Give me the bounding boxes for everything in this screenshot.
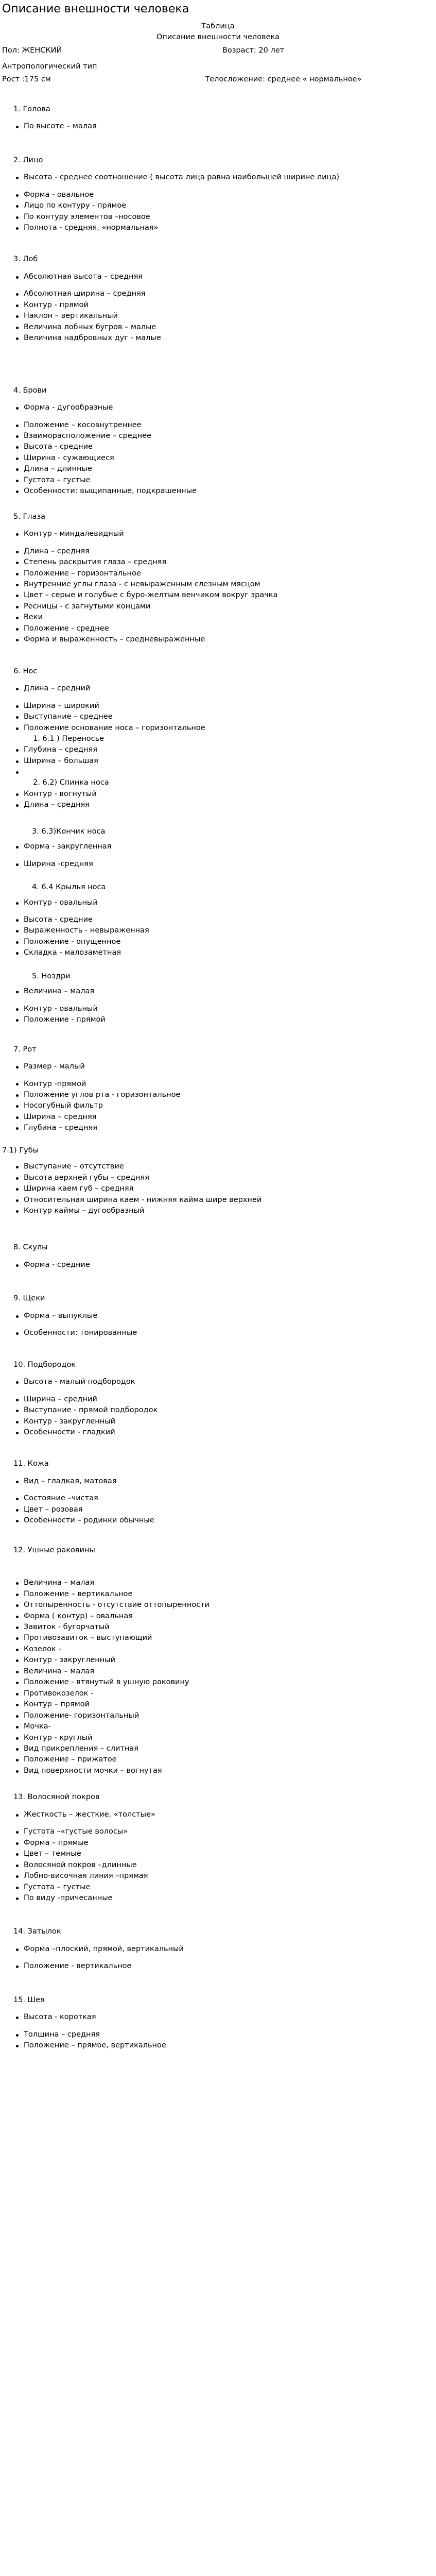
section-title-ears: 12. Ушные раковины	[13, 1546, 95, 1554]
list-item: Положение – горизонтальное	[2, 568, 434, 579]
section-mouth-list-1	[2, 1061, 434, 1072]
subsection-nostrils-title: 5. Ноздри	[32, 972, 71, 980]
list-item: Высота - малый подбородок	[2, 1377, 434, 1387]
list-item: Высота - короткая	[2, 2012, 434, 2023]
section-nostrils-list-1	[2, 986, 434, 997]
list-item: Взаиморасположение – среднее	[2, 431, 434, 442]
list-item: Форма – прямые	[2, 1838, 434, 1849]
list-item: Форма - овальное	[2, 190, 434, 200]
section-title-mouth: 7. Рот	[13, 1045, 37, 1054]
table-caption: Описание внешности человека	[156, 33, 280, 42]
list-item: Ресницы - с загнутыми концами	[2, 601, 434, 612]
list-item: Лицо по контуру - прямое	[2, 200, 434, 211]
list-item: Высота - средние	[2, 914, 434, 925]
list-item: Величина – малая	[2, 986, 434, 997]
list-item: Ширина - сужающиеся	[2, 453, 434, 464]
list-item: Высота - средние	[2, 442, 434, 452]
list-item: Контур - вогнутый	[2, 789, 434, 800]
section-eyes-list-1	[2, 529, 434, 539]
list-item: Противокозелок -	[2, 1688, 434, 1699]
subsection-tip-title: 3. 6.3)Кончик носа	[32, 827, 106, 836]
list-item: Размер - малый	[2, 1061, 434, 1072]
section-chin-list-1	[2, 1377, 434, 1387]
list-item: По контуру элементов –носовое	[2, 212, 434, 223]
list-item: Положение – косовнутреннее	[2, 420, 434, 431]
list-item: По высоте – малая	[2, 121, 434, 132]
list-item: Длина – средний	[2, 683, 434, 694]
list-item: Абсолютная ширина – средняя	[2, 289, 434, 299]
list-item: Положение - прямой	[2, 1014, 434, 1025]
sex-field: Пол: ЖЕНСКИЙ	[2, 46, 62, 55]
list-item: Контур - прямой	[2, 300, 434, 311]
list-item: Ширина – большая	[2, 756, 434, 767]
section-title-nape: 14. Затылок	[13, 1927, 61, 1936]
list-item: Положение – прижатое	[2, 1754, 434, 1765]
list-item: Особенности - гладкий	[2, 1427, 434, 1438]
list-item: Положение углов рта - горизонтальное	[2, 1090, 434, 1100]
section-title-forehead: 3. Лоб	[13, 255, 38, 264]
list-item: Величина лобных бугров – малые	[2, 322, 434, 333]
list-item: Вид прикрепления – слитная	[2, 1743, 434, 1754]
list-item: Положение - среднее	[2, 623, 434, 634]
section-ears-list	[2, 1578, 434, 1776]
list-item: Вид – гладкая, матовая	[2, 1476, 434, 1487]
list-item: Носогубный фильтр	[2, 1100, 434, 1111]
list-item: Оттопыренность - отсутствие оттопыренности	[2, 1600, 434, 1611]
list-item: Высота верхней губы – средняя	[2, 1173, 434, 1183]
section-nape-list-1	[2, 1944, 434, 1955]
section-eyebrows-list-2	[2, 420, 434, 497]
list-item: Контур - овальный	[2, 1004, 434, 1014]
list-item: Цвет – темные	[2, 1849, 434, 1859]
section-nape-list-2	[2, 1961, 434, 1972]
section-title-skin: 11. Кожа	[13, 1460, 49, 1468]
section-eyes-list-2	[2, 546, 434, 646]
list-item: Форма и выраженность – средневыраженные	[2, 634, 434, 645]
list-item: Полнота - средняя, «нормальная»	[2, 223, 434, 233]
section-nose-tip-list-2	[2, 859, 434, 870]
list-item: Величина – малая	[2, 1666, 434, 1677]
section-nose-back-list	[2, 789, 434, 811]
list-item: Наклон – вертикальный	[2, 311, 434, 321]
list-item: Положение - опущенное	[2, 937, 434, 947]
anthropological-type: Антропологический тип	[2, 62, 97, 71]
list-item: Противозавиток – выступающий	[2, 1633, 434, 1643]
list-item: Величина – малая	[2, 1578, 434, 1588]
list-item: Завиток - бугорчатый	[2, 1622, 434, 1633]
list-item: Ширина – средняя	[2, 1112, 434, 1123]
section-lips-list	[2, 1161, 434, 1216]
age-field: Возраст: 20 лет	[222, 46, 285, 55]
empty-list-item	[2, 767, 434, 777]
list-item: Толщина – средняя	[2, 2029, 434, 2040]
list-item: Складка - малозаметная	[2, 947, 434, 958]
list-item: Контур - закругленный	[2, 1416, 434, 1427]
section-hair-list-2	[2, 1826, 434, 1904]
build-field: Телосложение: среднее « нормальное»	[205, 75, 362, 84]
list-item: Абсолютная высота – средняя	[2, 272, 434, 282]
list-item: Положение - втянутый в ушную раковину	[2, 1677, 434, 1688]
list-item: Густота – густые	[2, 475, 434, 486]
list-item: Ширина – широкий	[2, 701, 434, 711]
section-title-chin: 10. Подбородок	[13, 1360, 76, 1369]
list-item: Степень раскрытия глаза – средняя	[2, 557, 434, 568]
section-title-eyes: 5. Глаза	[13, 512, 46, 521]
section-nostrils-list-2	[2, 1004, 434, 1026]
list-item: Положение - вертикальное	[2, 1961, 434, 1972]
list-item: Выступание – отсутствие	[2, 1161, 434, 1172]
list-item: Особенности – родинки обычные	[2, 1515, 434, 1526]
section-face-list-1	[2, 172, 434, 183]
section-title-head: 1. Голова	[13, 105, 50, 113]
list-item: Форма - дугообразные	[2, 402, 434, 413]
section-forehead-list-2	[2, 289, 434, 344]
list-item: Выступание - прямой подбородок	[2, 1405, 434, 1416]
document	[0, 2, 436, 2061]
list-item: Цвет – розовая	[2, 1504, 434, 1515]
list-item: Форма - закругленная	[2, 841, 434, 852]
subsection-lips-title: 7.1) Губы	[2, 1146, 39, 1155]
list-item: Длина – длинные	[2, 464, 434, 474]
section-title-cheekbones: 8. Скулы	[13, 1243, 48, 1252]
list-item: Положение- горизонтальный	[2, 1710, 434, 1721]
subsection-back-title: 2. 6.2) Спинка носа	[33, 778, 109, 787]
list-item: Жесткость – жесткие, «толстые»	[2, 1809, 434, 1820]
section-cheeks-list-2	[2, 1328, 434, 1338]
section-neck-list-2	[2, 2029, 434, 2052]
list-item: Ширина каем губ – средняя	[2, 1183, 434, 1194]
section-title-cheeks: 9. Щеки	[13, 1294, 45, 1303]
list-item: Длина – средняя	[2, 800, 434, 810]
list-item: Контур – прямой	[2, 1699, 434, 1710]
list-item: Контур каймы – дугообразный	[2, 1206, 434, 1216]
list-item: Выступание – среднее	[2, 711, 434, 722]
list-item: Форма –плоский, прямой, вертикальный	[2, 1944, 434, 1955]
section-nose-list-1	[2, 683, 434, 694]
section-title-neck: 15. Шея	[13, 1995, 45, 2004]
section-neck-list-1	[2, 2012, 434, 2023]
list-item: Форма ( контур) – овальная	[2, 1611, 434, 1622]
section-nose-wings-list-1	[2, 897, 434, 908]
list-item: Контур -прямой	[2, 1079, 434, 1090]
list-item: Ширина -средняя	[2, 859, 434, 870]
section-title-eyebrows: 4. Брови	[13, 386, 47, 395]
list-item: Положение – прямое, вертикальное	[2, 2040, 434, 2051]
list-item: Длина – средняя	[2, 546, 434, 557]
list-item: Величина надбровных дуг - малые	[2, 333, 434, 344]
list-item: Глубина – средняя	[2, 1123, 434, 1133]
list-item: Густота – густые	[2, 1882, 434, 1893]
list-item: Положение основание носа – горизонтальное	[2, 723, 434, 734]
list-item: Козелок -	[2, 1644, 434, 1655]
list-item: Состояние –чистая	[2, 1493, 434, 1504]
list-item: Внутренние углы глаза - с невыраженным слезным мясцом	[2, 579, 434, 590]
section-head-list	[2, 121, 434, 132]
section-eyebrows-list-1	[2, 402, 434, 413]
section-nose-list-2	[2, 701, 434, 734]
list-item: Цвет – серые и голубые с буро-желтым венчиком вокруг зрачка	[2, 590, 434, 601]
list-item: Ширина – средний	[2, 1394, 434, 1405]
list-item: Волосяной покров –длинные	[2, 1860, 434, 1871]
list-item: Выраженность - невыраженная	[2, 925, 434, 936]
section-mouth-list-2	[2, 1079, 434, 1134]
list-item: Густота –«густые волосы»	[2, 1826, 434, 1837]
list-item: Высота - среднее соотношение ( высота лица равна наибольшей ширине лица)	[2, 172, 434, 183]
section-skin-list-2	[2, 1493, 434, 1526]
list-item: Контур - закругленный	[2, 1655, 434, 1666]
section-forehead-list-1	[2, 272, 434, 282]
section-face-list-2	[2, 190, 434, 234]
table-label: Таблица	[201, 22, 235, 30]
section-title-nose: 6. Нос	[13, 667, 38, 675]
section-skin-list-1	[2, 1476, 434, 1487]
section-hair-list-1	[2, 1809, 434, 1820]
section-chin-list-2	[2, 1394, 434, 1438]
list-item: Положение – вертикальное	[2, 1589, 434, 1600]
list-item: Особенности: выщипанные, подкрашенные	[2, 486, 434, 497]
section-cheeks-list-1	[2, 1311, 434, 1321]
height-field: Рост :175 см	[2, 75, 51, 84]
list-item: Веки	[2, 612, 434, 623]
section-nose-bridge-list	[2, 744, 434, 767]
subsection-wings-title: 4. 6.4 Крылья носа	[32, 883, 106, 892]
list-item: Форма – выпуклые	[2, 1311, 434, 1321]
list-item: Относительная ширина каем - нижняя кайма шире верхней	[2, 1195, 434, 1206]
list-item: Особенности: тонированные	[2, 1328, 434, 1338]
subsection-bridge-title: 1. 6.1 ) Переносье	[33, 734, 104, 743]
list-item: Контур - миндалевидный	[2, 529, 434, 539]
list-item: Контур - круглый	[2, 1733, 434, 1743]
list-item: Вид поверхности мочки – вогнутая	[2, 1766, 434, 1776]
list-item: Форма - средние	[2, 1260, 434, 1270]
section-nose-tip-list-1	[2, 841, 434, 852]
section-title-hair: 13. Волосяной покров	[13, 1793, 100, 1802]
section-title-face: 2. Лицо	[13, 156, 43, 164]
list-item: Контур - овальный	[2, 897, 434, 908]
section-cheekbones-list	[2, 1260, 434, 1270]
list-item: По виду -причесанные	[2, 1893, 434, 1904]
list-item: Лобно-височная линия –прямая	[2, 1871, 434, 1882]
section-nose-wings-list-2	[2, 914, 434, 959]
list-item: Глубина – средняя	[2, 744, 434, 755]
document-title: Описание внешности человека	[2, 3, 189, 15]
list-item: Мочка-	[2, 1721, 434, 1732]
